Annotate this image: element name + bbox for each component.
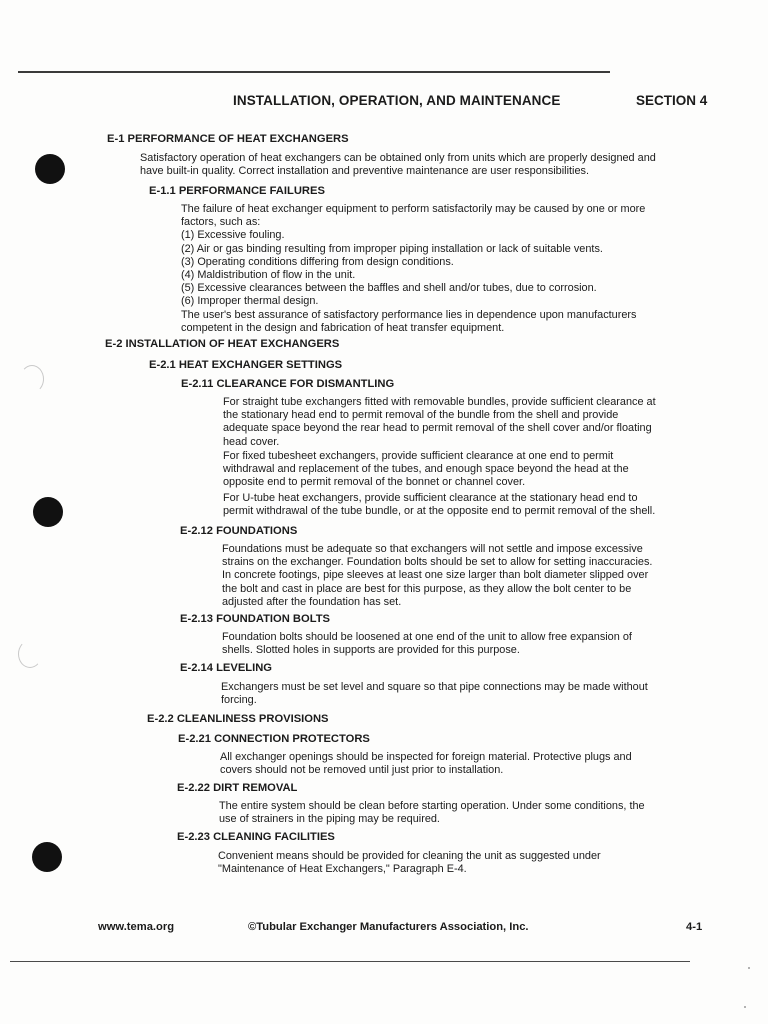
paragraph-e2-11-a [223, 396, 656, 449]
binder-hole-icon [32, 842, 62, 872]
paragraph-e1-1 [181, 203, 645, 335]
text-line: The user's best assurance of satisfactory performance lies in dependence upon manufacturers [181, 308, 637, 321]
list-item: (2) Air or gas binding resulting from improper piping installation or lack of suitable vents. [181, 242, 603, 255]
scan-speck [748, 967, 750, 969]
paragraph-e1 [140, 152, 656, 178]
text-line: opposite end to permit removal of the bonnet or channel cover. [223, 476, 526, 489]
text-line: adequate space beyond the rear head to permit removal of the shell cover and/or floating [223, 422, 652, 435]
list-item: (4) Maldistribution of flow in the unit. [181, 269, 356, 282]
footer-copyright: ©Tubular Exchanger Manufacturers Association, Inc. [248, 921, 529, 933]
text-line: competent in the design and fabrication of heat transfer equipment. [181, 321, 505, 334]
binder-hole-ghost-icon [18, 640, 42, 668]
list-item: (1) Excessive fouling. [181, 229, 285, 242]
text-line: use of strainers in the piping may be required. [219, 813, 440, 826]
text-line: covers should not be removed until just prior to installation. [220, 764, 504, 777]
list-item: (3) Operating conditions differing from design conditions. [181, 255, 454, 268]
subsection-heading-e2-21: E-2.21 CONNECTION PROTECTORS [178, 733, 370, 745]
text-line: "Maintenance of Heat Exchangers," Paragraph E-4. [218, 863, 467, 876]
paragraph-e2-21 [220, 751, 632, 777]
text-line: The entire system should be clean before starting operation. Under some conditions, the [219, 800, 645, 812]
text-line: forcing. [221, 694, 257, 707]
text-line: For fixed tubesheet exchangers, provide sufficient clearance at one end to permit [223, 450, 614, 462]
footer-website: www.tema.org [98, 921, 175, 933]
text-line: head cover. [223, 435, 280, 448]
subsection-heading-e2-23: E-2.23 CLEANING FACILITIES [177, 831, 335, 843]
list-item: (6) Improper thermal design. [181, 295, 319, 308]
text-line: permit withdrawal of the tube bundle, or at the opposite end to permit removal of the shell. [223, 505, 656, 518]
paragraph-e2-13 [222, 631, 632, 657]
paragraph-e2-11-b [223, 450, 629, 490]
paragraph-e2-12 [222, 543, 652, 609]
text-line: adjusted after the foundation has set. [222, 595, 402, 608]
text-line: factors, such as: [181, 216, 261, 229]
text-line: the stationary head end to permit removal of the bundle from the shell and provide [223, 409, 619, 422]
binder-hole-ghost-icon [20, 365, 44, 393]
text-line: The failure of heat exchanger equipment to perform satisfactorily may be caused by one or more [181, 203, 646, 215]
text-line: shells. Slotted holes in supports are provided for this purpose. [222, 644, 520, 657]
paragraph-e2-14 [221, 681, 648, 707]
text-line: For U-tube heat exchangers, provide sufficient clearance at the stationary head end to [223, 492, 638, 504]
subsection-heading-e2-13: E-2.13 FOUNDATION BOLTS [180, 613, 331, 625]
text-line: Foundation bolts should be loosened at one end of the unit to allow free expansion of [222, 631, 632, 643]
text-line: the bolt and cast in place are best for this purpose, as they allow the bolt center to be [222, 582, 632, 595]
text-line: For straight tube exchangers fitted with removable bundles, provide sufficient clearance at [223, 396, 656, 408]
text-line: All exchanger openings should be inspected for foreign material. Protective plugs and [220, 751, 632, 763]
top-rule [18, 71, 610, 73]
subsection-heading-e1-1: E-1.1 PERFORMANCE FAILURES [149, 185, 325, 197]
text-line: have built-in quality. Correct installation and preventive maintenance are user responsibilities. [140, 165, 589, 178]
subsection-heading-e2-1: E-2.1 HEAT EXCHANGER SETTINGS [149, 359, 343, 371]
scan-speck [744, 1006, 746, 1008]
text-line: withdrawal and replacement of the tubes, and enough space beyond the head at the [223, 463, 629, 476]
text-line: In concrete footings, pipe sleeves at least one size larger than bolt diameter slipped over [222, 569, 649, 582]
binder-hole-icon [33, 497, 63, 527]
text-line: strains on the exchanger. Foundation bolts should be set to allow for setting inaccuracies. [222, 556, 653, 569]
page-header-section: SECTION 4 [636, 93, 708, 108]
paragraph-e2-22 [219, 800, 645, 826]
subsection-heading-e2-12: E-2.12 FOUNDATIONS [180, 525, 298, 537]
text-line: Satisfactory operation of heat exchangers can be obtained only from units which are properly designed and [140, 152, 656, 164]
text-line: Exchangers must be set level and square so that pipe connections may be made without [221, 681, 648, 693]
paragraph-e2-23 [218, 850, 601, 876]
section-heading-e2: E-2 INSTALLATION OF HEAT EXCHANGERS [105, 338, 340, 350]
footer-page-number: 4-1 [686, 921, 703, 933]
bottom-rule [10, 961, 690, 962]
subsection-heading-e2-14: E-2.14 LEVELING [180, 662, 273, 674]
page-header-title: INSTALLATION, OPERATION, AND MAINTENANCE [233, 93, 561, 108]
paragraph-e2-11-c [223, 492, 655, 518]
subsection-heading-e2-22: E-2.22 DIRT REMOVAL [177, 782, 298, 794]
list-item: (5) Excessive clearances between the baffles and shell and/or tubes, due to corrosion. [181, 282, 597, 295]
binder-hole-icon [35, 154, 65, 184]
text-line: Convenient means should be provided for cleaning the unit as suggested under [218, 850, 601, 862]
subsection-heading-e2-11: E-2.11 CLEARANCE FOR DISMANTLING [181, 378, 395, 390]
section-heading-e1: E-1 PERFORMANCE OF HEAT EXCHANGERS [107, 133, 349, 145]
subsection-heading-e2-2: E-2.2 CLEANLINESS PROVISIONS [147, 713, 329, 725]
text-line: Foundations must be adequate so that exchangers will not settle and impose excessive [222, 543, 643, 555]
